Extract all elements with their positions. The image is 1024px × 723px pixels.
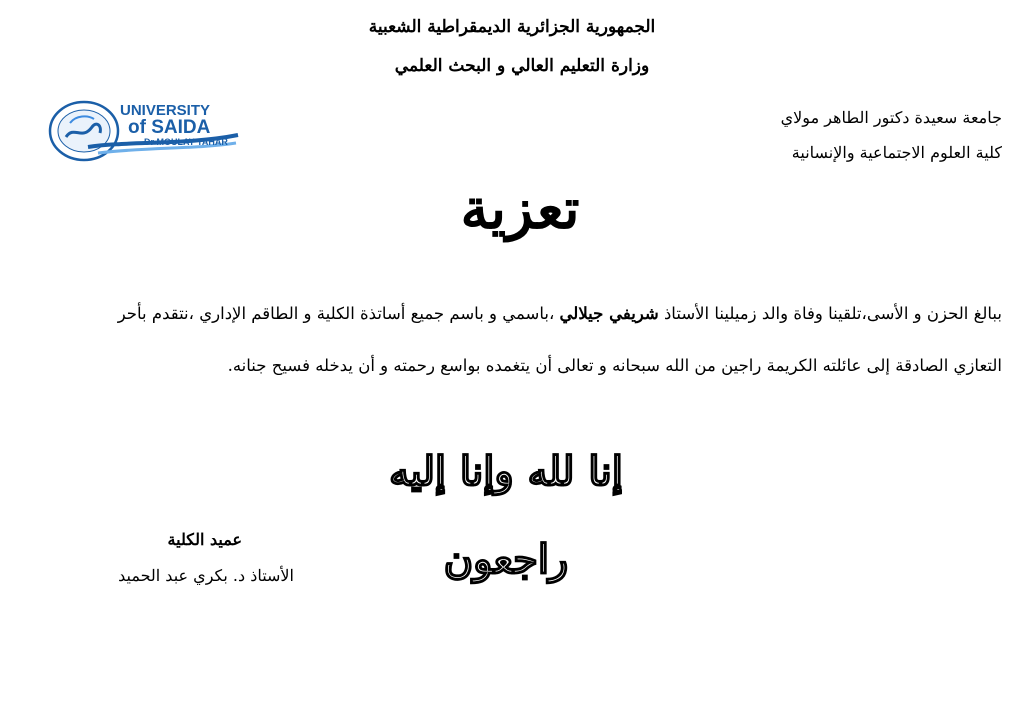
paragraph-1-start: ببالغ الحزن و الأسى،تلقينا وفاة والد زميلينا الأستاذ	[658, 304, 1002, 323]
quranic-verse-calligraphy	[330, 428, 682, 583]
verse-text: إنا لله وإنا إليه راجعون	[389, 448, 623, 583]
signature-title: عميد الكلية	[167, 530, 242, 549]
logo-text-saida: of SAIDA	[128, 117, 211, 138]
condolence-paragraph-2: التعازي الصادقة إلى عائلته الكريمة راجين من الله سبحانه و تعالى أن يتغمده بواسع رحمته و أن يدخله فسيح جنانه.	[227, 356, 1002, 375]
university-name: جامعة سعيدة دكتور الطاهر مولاي	[780, 108, 1002, 127]
republic-header: الجمهورية الجزائرية الديمقراطية الشعبية	[368, 17, 656, 37]
university-logo	[48, 95, 240, 167]
ministry-header: وزارة التعليم العالي و البحث العلمي	[394, 56, 650, 76]
signature-name: الأستاذ د. بكري عبد الحميد	[118, 566, 294, 585]
logo-text-founder: Dr MOULAY TAHAR	[144, 137, 228, 147]
paragraph-1-end: ،باسمي و باسم جميع أساتذة الكلية و الطاقم الإداري ،نتقدم بأحر	[117, 304, 560, 323]
logo-text-university: UNIVERSITY	[120, 102, 211, 119]
colleague-name: شريفي جيلالي	[559, 304, 659, 323]
condolence-paragraph-1	[12, 304, 1002, 323]
faculty-name: كلية العلوم الاجتماعية والإنسانية	[791, 143, 1002, 162]
condolence-title: تعزية	[460, 176, 580, 242]
